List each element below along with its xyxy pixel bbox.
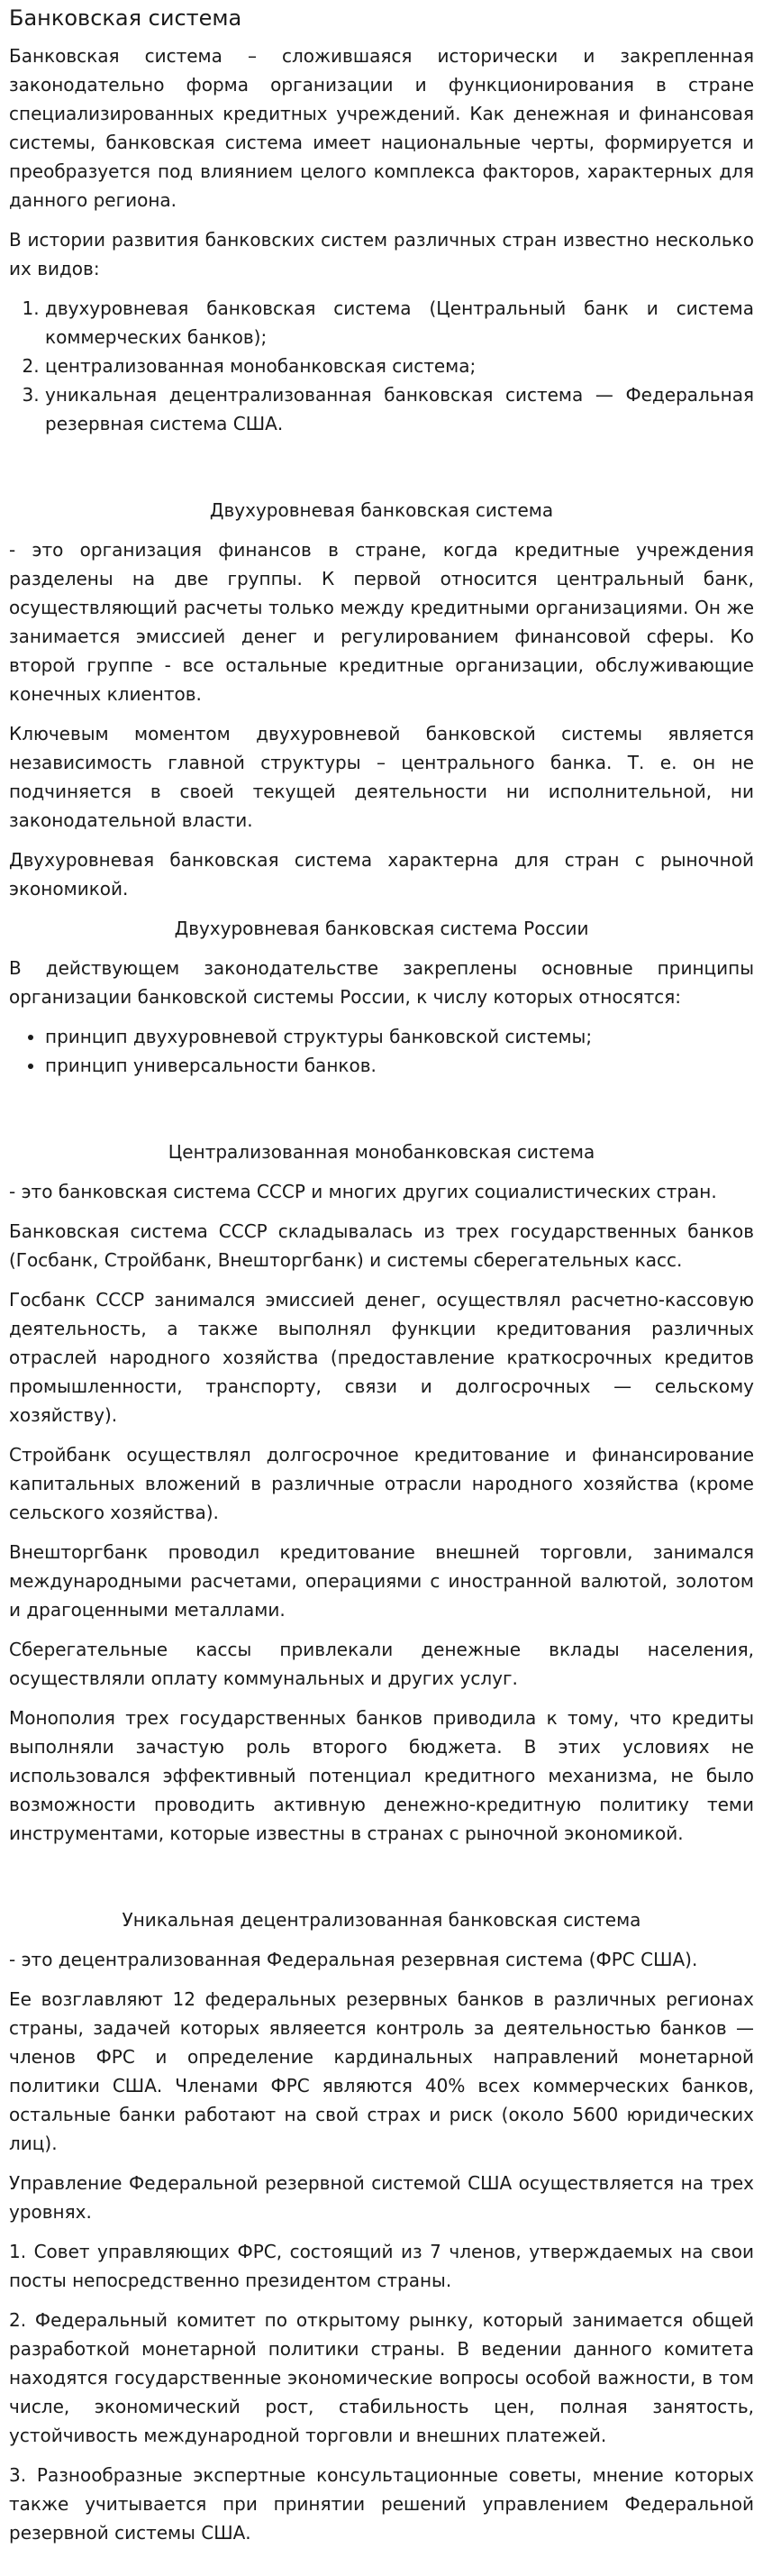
paragraph: - это децентрализованная Федеральная резервная система (ФРС США).: [9, 1949, 698, 1970]
paragraph: Ключевым моментом двухуровневой банковской системы является независимость главной структуры – центрального банка. Т. е. он не подчиняется в своей текущей деятельности ни исполнительной, ни законодательной власти.: [9, 723, 754, 831]
paragraph: Банковская система СССР складывалась из трех государственных банков (Госбанк, Стройбанк, Внешторгбанк) и системы сберегательных касс.: [9, 1220, 754, 1271]
types-list: [9, 294, 754, 438]
section-heading-two-level: Двухуровневая банковская система: [209, 499, 554, 521]
paragraph: - это банковская система СССР и многих других социалистических стран.: [9, 1181, 717, 1202]
intro-paragraph: Банковская система – сложившаяся исторически и закрепленная законодательно форма организации и функционирования в стране специализированных кредитных учреждений. Как денежная и финансовая системы, банковская система имеет национальные черты, формируется и преобразуется под влиянием целого комплекса факторов, характерных для данного региона.: [9, 45, 754, 211]
principles-list: [9, 1022, 754, 1080]
paragraph: Управление Федеральной резервной системой США осуществляется на трех уровнях.: [9, 2172, 754, 2223]
section-spacer: [9, 449, 754, 496]
section-spacer: [9, 1859, 754, 1905]
list-item: • принцип двухуровневой структуры банковской системы;: [45, 1022, 754, 1051]
paragraph: Монополия трех государственных банков приводила к тому, что кредиты выполняли зачастую роль второго бюджета. В этих условиях не использовался эффективный потенциал кредитного механизма, не было возможности проводить активную денежно-кредитную политику теми инструментами, которые известны в странах с рыночной экономикой.: [9, 1707, 754, 1844]
section-heading-mono: Централизованная монобанковская система: [168, 1141, 595, 1163]
page-title: Банковская система: [9, 5, 242, 31]
section-heading-fed: Уникальная децентрализованная банковская система: [122, 1909, 641, 1931]
paragraph: Двухуровневая банковская система характерна для стран с рыночной экономикой.: [9, 849, 754, 900]
paragraph: 1. Совет управляющих ФРС, состоящий из 7 членов, утверждаемых на свои посты непосредственно президентом страны.: [9, 2241, 754, 2291]
intro-paragraph: В истории развития банковских систем различных стран известно несколько их видов:: [9, 229, 754, 279]
paragraph: - это организация финансов в стране, когда кредитные учреждения разделены на две группы. К первой относится центральный банк, осуществляющий расчеты только между кредитными организациями. Он же занимается эмиссией денег и регулированием финансовой сферы. Ко второй группе - все остальные кредитные организации, обслуживающие конечных клиентов.: [9, 539, 754, 705]
section-spacer: [9, 1091, 754, 1137]
paragraph: В действующем законодательстве закреплены основные принципы организации банковской системы России, к числу которых относятся:: [9, 957, 754, 1008]
paragraph: Стройбанк осуществлял долгосрочное кредитование и финансирование капитальных вложений в различные отрасли народного хозяйства (кроме сельского хозяйства).: [9, 1444, 754, 1523]
paragraph: Сберегательные кассы привлекали денежные вклады населения, осуществляли оплату коммунальных и других услуг.: [9, 1639, 754, 1689]
list-item: 3. уникальная децентрализованная банковская система — Федеральная резервная система США.: [45, 380, 754, 438]
paragraph: 3. Разнообразные экспертные консультационные советы, мнение которых также учитывается при принятии решений управлением Федеральной резервной системы США.: [9, 2464, 754, 2544]
section-heading-russia: Двухуровневая банковская система России: [174, 918, 589, 939]
list-item: 2. централизованная монобанковская система;: [45, 352, 754, 380]
paragraph: 2. Федеральный комитет по открытому рынку, который занимается общей разработкой монетарной политики страны. В ведении данного комитета находятся государственные экономические вопросы особой важности, в том числе, экономический рост, стабильность цен, полная занятость, устойчивость международной торговли и внешних платежей.: [9, 2309, 754, 2446]
paragraph: Внешторгбанк проводил кредитование внешней торговли, занимался международными расчетами, операциями с иностранной валютой, золотом и драгоценными металлами.: [9, 1541, 754, 1621]
paragraph: Госбанк СССР занимался эмиссией денег, осуществлял расчетно-кассовую деятельность, а также выполнял функции кредитования различных отраслей народного хозяйства (предоставление краткосрочных кредитов промышленности, транспорту, связи и долгосрочных — сельскому хозяйству).: [9, 1289, 754, 1426]
list-item: • принцип универсальности банков.: [45, 1051, 754, 1080]
list-item: 1. двухуровневая банковская система (Центральный банк и система коммерческих банков);: [45, 294, 754, 352]
paragraph: Ее возглавляют 12 федеральных резервных банков в различных регионах страны, задачей которых являеется контроль за деятельностью банков — членов ФРС и определение кардинальных направлений монетарной политики США. Членами ФРС являются 40% всех коммерческих банков, остальные банки работают на свой страх и риск (около 5600 юридических лиц).: [9, 1988, 754, 2154]
